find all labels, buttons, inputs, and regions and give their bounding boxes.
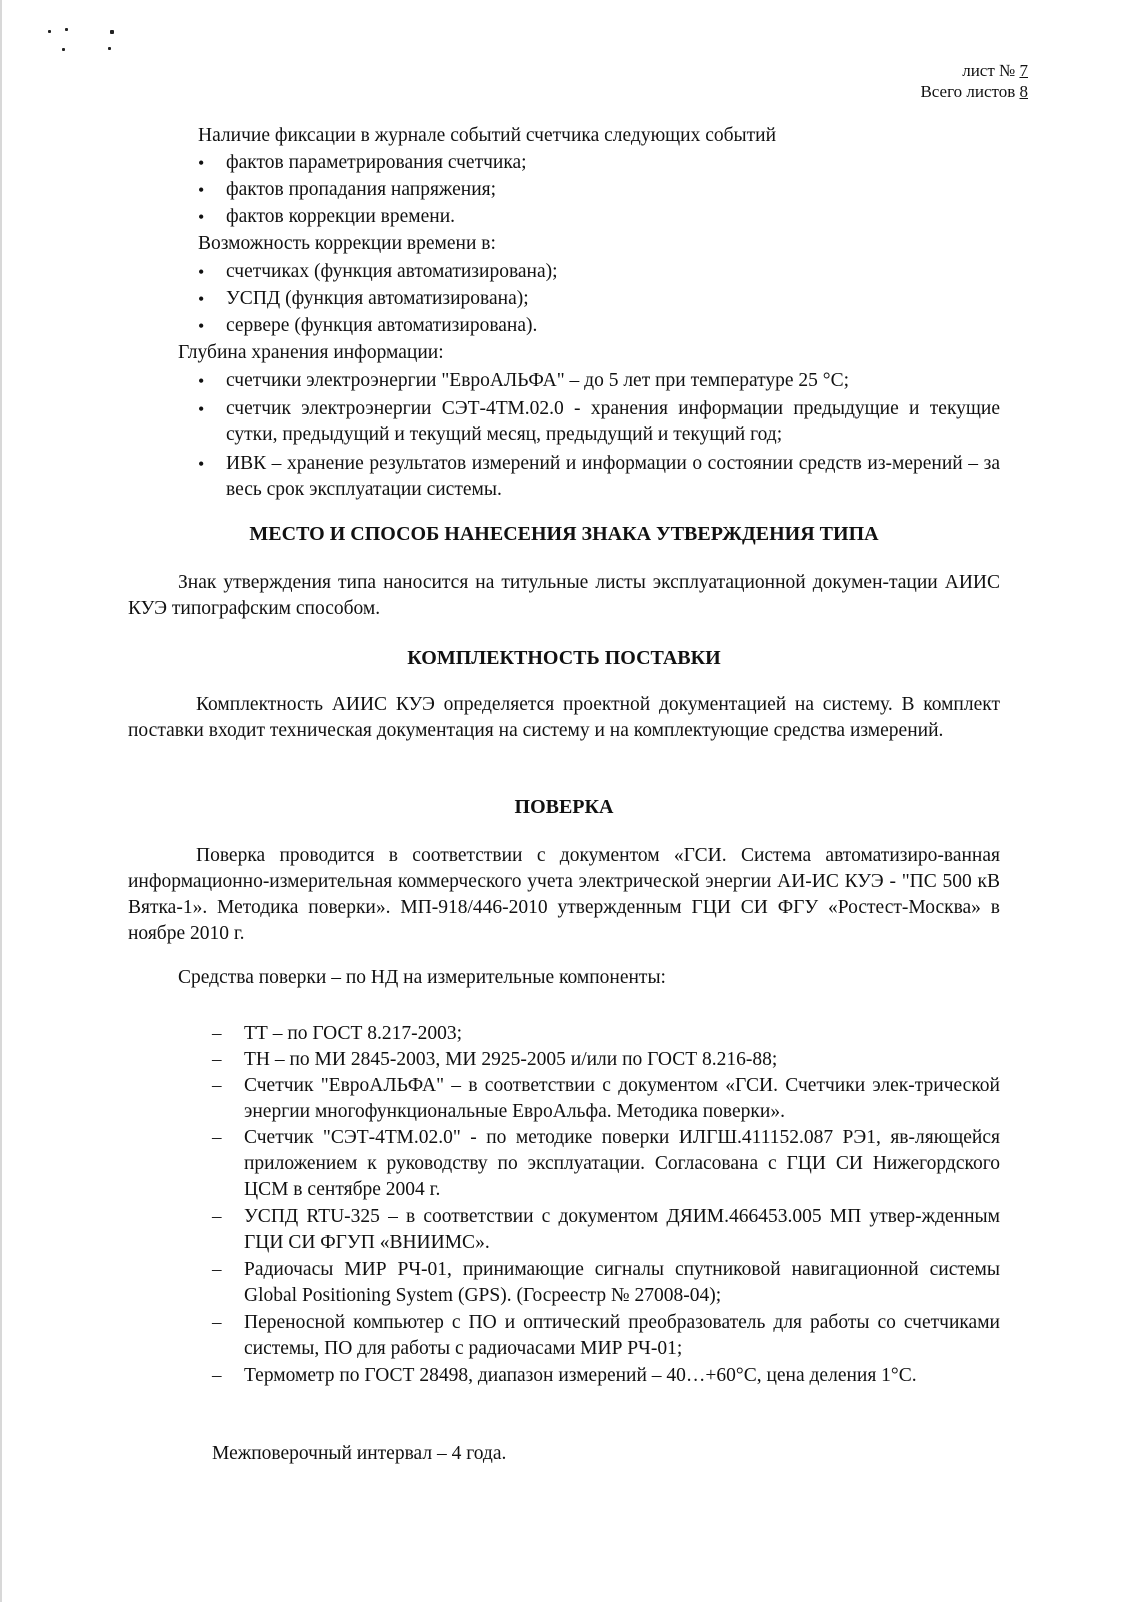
total-sheets-line	[920, 81, 1028, 102]
verification-means-intro: Средства поверки – по НД на измерительные компоненты:	[178, 967, 666, 988]
dash-bullet-icon: –	[212, 1259, 222, 1280]
type-mark-heading: МЕСТО И СПОСОБ НАНЕСЕНИЯ ЗНАКА УТВЕРЖДЕНИЯ ТИПА	[249, 523, 879, 545]
bullet-icon: •	[198, 399, 205, 419]
verification-means-item: Счетчик "СЭТ-4ТМ.02.0" - по методике поверки ИЛГШ.411152.087 РЭ1, яв-ляющейся приложением к руководству по эксплуатации. Согласована с ГЦИ СИ Нижегордского ЦСМ в сентябре 2004 г.	[244, 1127, 1000, 1200]
verification-means-item: Счетчик "ЕвроАЛЬФА" – в соответствии с документом «ГСИ. Счетчики элек-трической энергии многофункциональные ЕвроАльфа. Методика поверки».	[244, 1075, 1000, 1122]
storage-depth-item: счетчики электроэнергии "ЕвроАЛЬФА" – до 5 лет при температуре 25 °С;	[226, 370, 850, 391]
sheet-header	[920, 60, 1028, 102]
sheet-number-line	[920, 60, 1028, 81]
events-intro: Наличие фиксации в журнале событий счетчика следующих событий	[198, 125, 777, 146]
dash-bullet-icon: –	[212, 1312, 222, 1333]
bullet-icon: •	[198, 454, 205, 474]
verification-heading: ПОВЕРКА	[514, 796, 614, 818]
completeness-text: Комплектность АИИС КУЭ определяется проектной документацией на систему. В комплект поставки входит техническая документация на систему и на комплектующие средства измерений.	[128, 694, 1000, 741]
verification-means-item: Радиочасы МИР РЧ-01, принимающие сигналы спутниковой навигационной системы Global Positioning System (GPS). (Госреестр № 27008-04);	[244, 1259, 1000, 1306]
type-mark-text: Знак утверждения типа наносится на титульные листы эксплуатационной докумен-тации АИИС КУЭ типографским способом.	[128, 572, 1000, 619]
time-correction-intro: Возможность коррекции времени в:	[198, 233, 496, 254]
verification-means-item: ТТ – по ГОСТ 8.217-2003;	[244, 1023, 463, 1044]
dash-bullet-icon: –	[212, 1206, 222, 1227]
dash-bullet-icon: –	[212, 1365, 222, 1386]
verification-text: Поверка проводится в соответствии с документом «ГСИ. Система автоматизиро-ванная информационно-измерительная коммерческого учета электрической энергии АИ-ИС КУЭ - "ПС 500 кВ Вятка-1». Методика поверки». МП-918/446-2010 утвержденным ГЦИ СИ ФГУ «Ростест-Москва» в ноябре 2010 г.	[128, 845, 1000, 944]
storage-depth-item: счетчик электроэнергии СЭТ-4ТМ.02.0 - хранения информации предыдущие и текущие сутки, предыдущий и текущий месяц, предыдущий и текущий год;	[226, 398, 1000, 445]
bullet-icon: •	[198, 262, 205, 282]
bullet-icon: •	[198, 207, 205, 227]
events-item: фактов коррекции времени.	[226, 206, 456, 227]
verification-interval: Межповерочный интервал – 4 года.	[212, 1443, 507, 1464]
verification-means-item: УСПД RTU-325 – в соответствии с документом ДЯИМ.466453.005 МП утвер-жденным ГЦИ СИ ФГУП «ВНИИМС».	[244, 1206, 1000, 1253]
time-correction-item: сервере (функция автоматизирована).	[226, 315, 538, 336]
storage-depth-intro: Глубина хранения информации:	[178, 342, 444, 363]
bullet-icon: •	[198, 371, 205, 391]
total-sheets-label: Всего листов	[920, 82, 1016, 101]
verification-means-item: Термометр по ГОСТ 28498, диапазон измерений – 40…+60°С, цена деления 1°С.	[244, 1365, 917, 1386]
dash-bullet-icon: –	[212, 1049, 222, 1070]
time-correction-item: счетчиках (функция автоматизирована);	[226, 261, 558, 282]
bullet-icon: •	[198, 316, 205, 336]
sheet-number: 7	[1019, 61, 1028, 80]
bullet-icon: •	[198, 153, 205, 173]
verification-means-item: Переносной компьютер с ПО и оптический преобразователь для работы со счетчиками системы, ПО для работы с радиочасами МИР РЧ-01;	[244, 1312, 1000, 1359]
bullet-icon: •	[198, 180, 205, 200]
events-item: фактов пропадания напряжения;	[226, 179, 497, 200]
dash-bullet-icon: –	[212, 1127, 222, 1148]
total-sheets-number: 8	[1019, 82, 1028, 101]
bullet-icon: •	[198, 289, 205, 309]
events-item: фактов параметрирования счетчика;	[226, 152, 527, 173]
dash-bullet-icon: –	[212, 1075, 222, 1096]
time-correction-item: УСПД (функция автоматизирована);	[226, 288, 529, 309]
verification-means-item: ТН – по МИ 2845-2003, МИ 2925-2005 и/или по ГОСТ 8.216-88;	[244, 1049, 778, 1070]
storage-depth-item: ИВК – хранение результатов измерений и информации о состоянии средств из-мерений – за весь срок эксплуатации системы.	[226, 453, 1000, 500]
sheet-label: лист №	[962, 61, 1016, 80]
completeness-heading: КОМПЛЕКТНОСТЬ ПОСТАВКИ	[407, 647, 721, 669]
dash-bullet-icon: –	[212, 1023, 222, 1044]
